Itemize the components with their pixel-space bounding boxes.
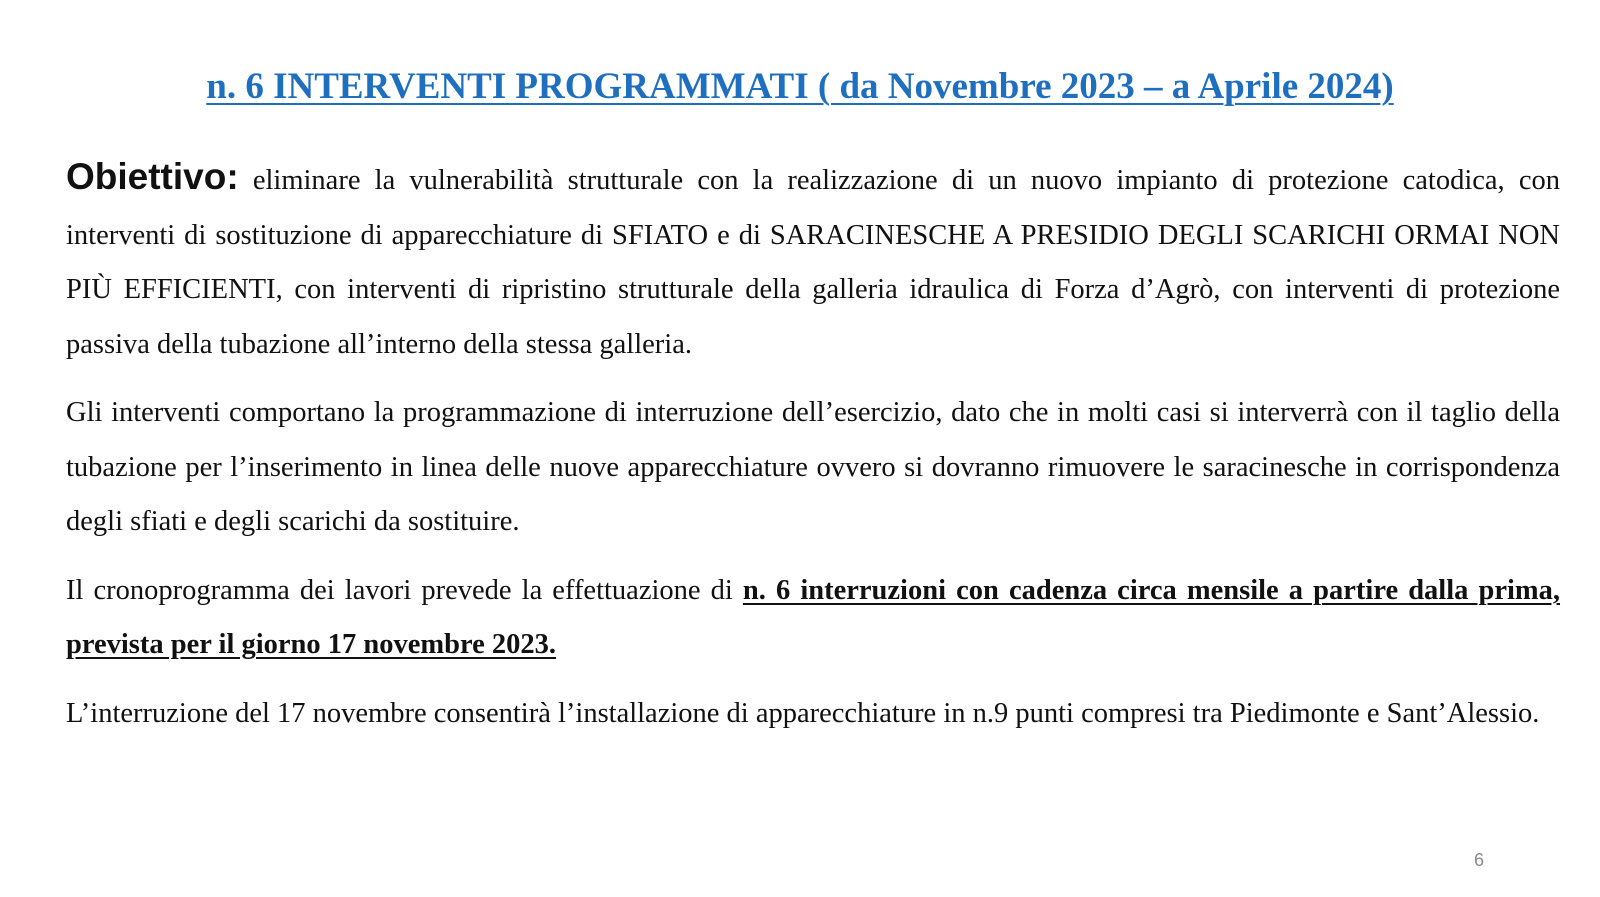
interruptions-paragraph	[66, 386, 1560, 550]
page-number: 6	[1473, 850, 1484, 870]
slide-content	[66, 150, 1560, 755]
interruptions-text: Gli interventi comportano la programmazione di interruzione dell’esercizio, dato che in molti casi si interverrà con il taglio della tubazione per l’inserimento in linea delle nuove apparecchiature ovvero si dovranno rimuovere le saracinesche in corrispondenza degli sfiati e degli scarichi da sostituire.	[66, 397, 1560, 537]
first-interruption-text: L’interruzione del 17 novembre consentirà l’installazione di apparecchiature in n.9 punti compresi tra Piedimonte e Sant’Alessio.	[66, 697, 1540, 729]
objective-text: eliminare la vulnerabilità strutturale con la realizzazione di un nuovo impianto di protezione catodica, con interventi di sostituzione di apparecchiature di SFIATO e di SARACINESCHE A PRESIDIO DEGLI SCARICHI ORMAI NON PIÙ EFFICIENTI, con interventi di ripristino strutturale della galleria idraulica di Forza d’Agrò, con interventi di protezione passiva della tubazione all’interno della stessa galleria.	[66, 165, 1560, 360]
schedule-highlight: n. 6 interruzioni con cadenza circa mensile a partire dalla prima, prevista per il giorno 17 novembre 2023.	[66, 574, 1561, 660]
first-interruption-paragraph	[66, 687, 1560, 742]
objective-label: Obiettivo:	[66, 156, 239, 197]
objective-paragraph	[66, 150, 1560, 372]
slide-title: n. 6 INTERVENTI PROGRAMMATI ( da Novembre 2023 – a Aprile 2024)	[206, 66, 1394, 107]
schedule-paragraph	[66, 564, 1560, 673]
schedule-text: Il cronoprogramma dei lavori prevede la effettuazione di	[66, 574, 733, 606]
